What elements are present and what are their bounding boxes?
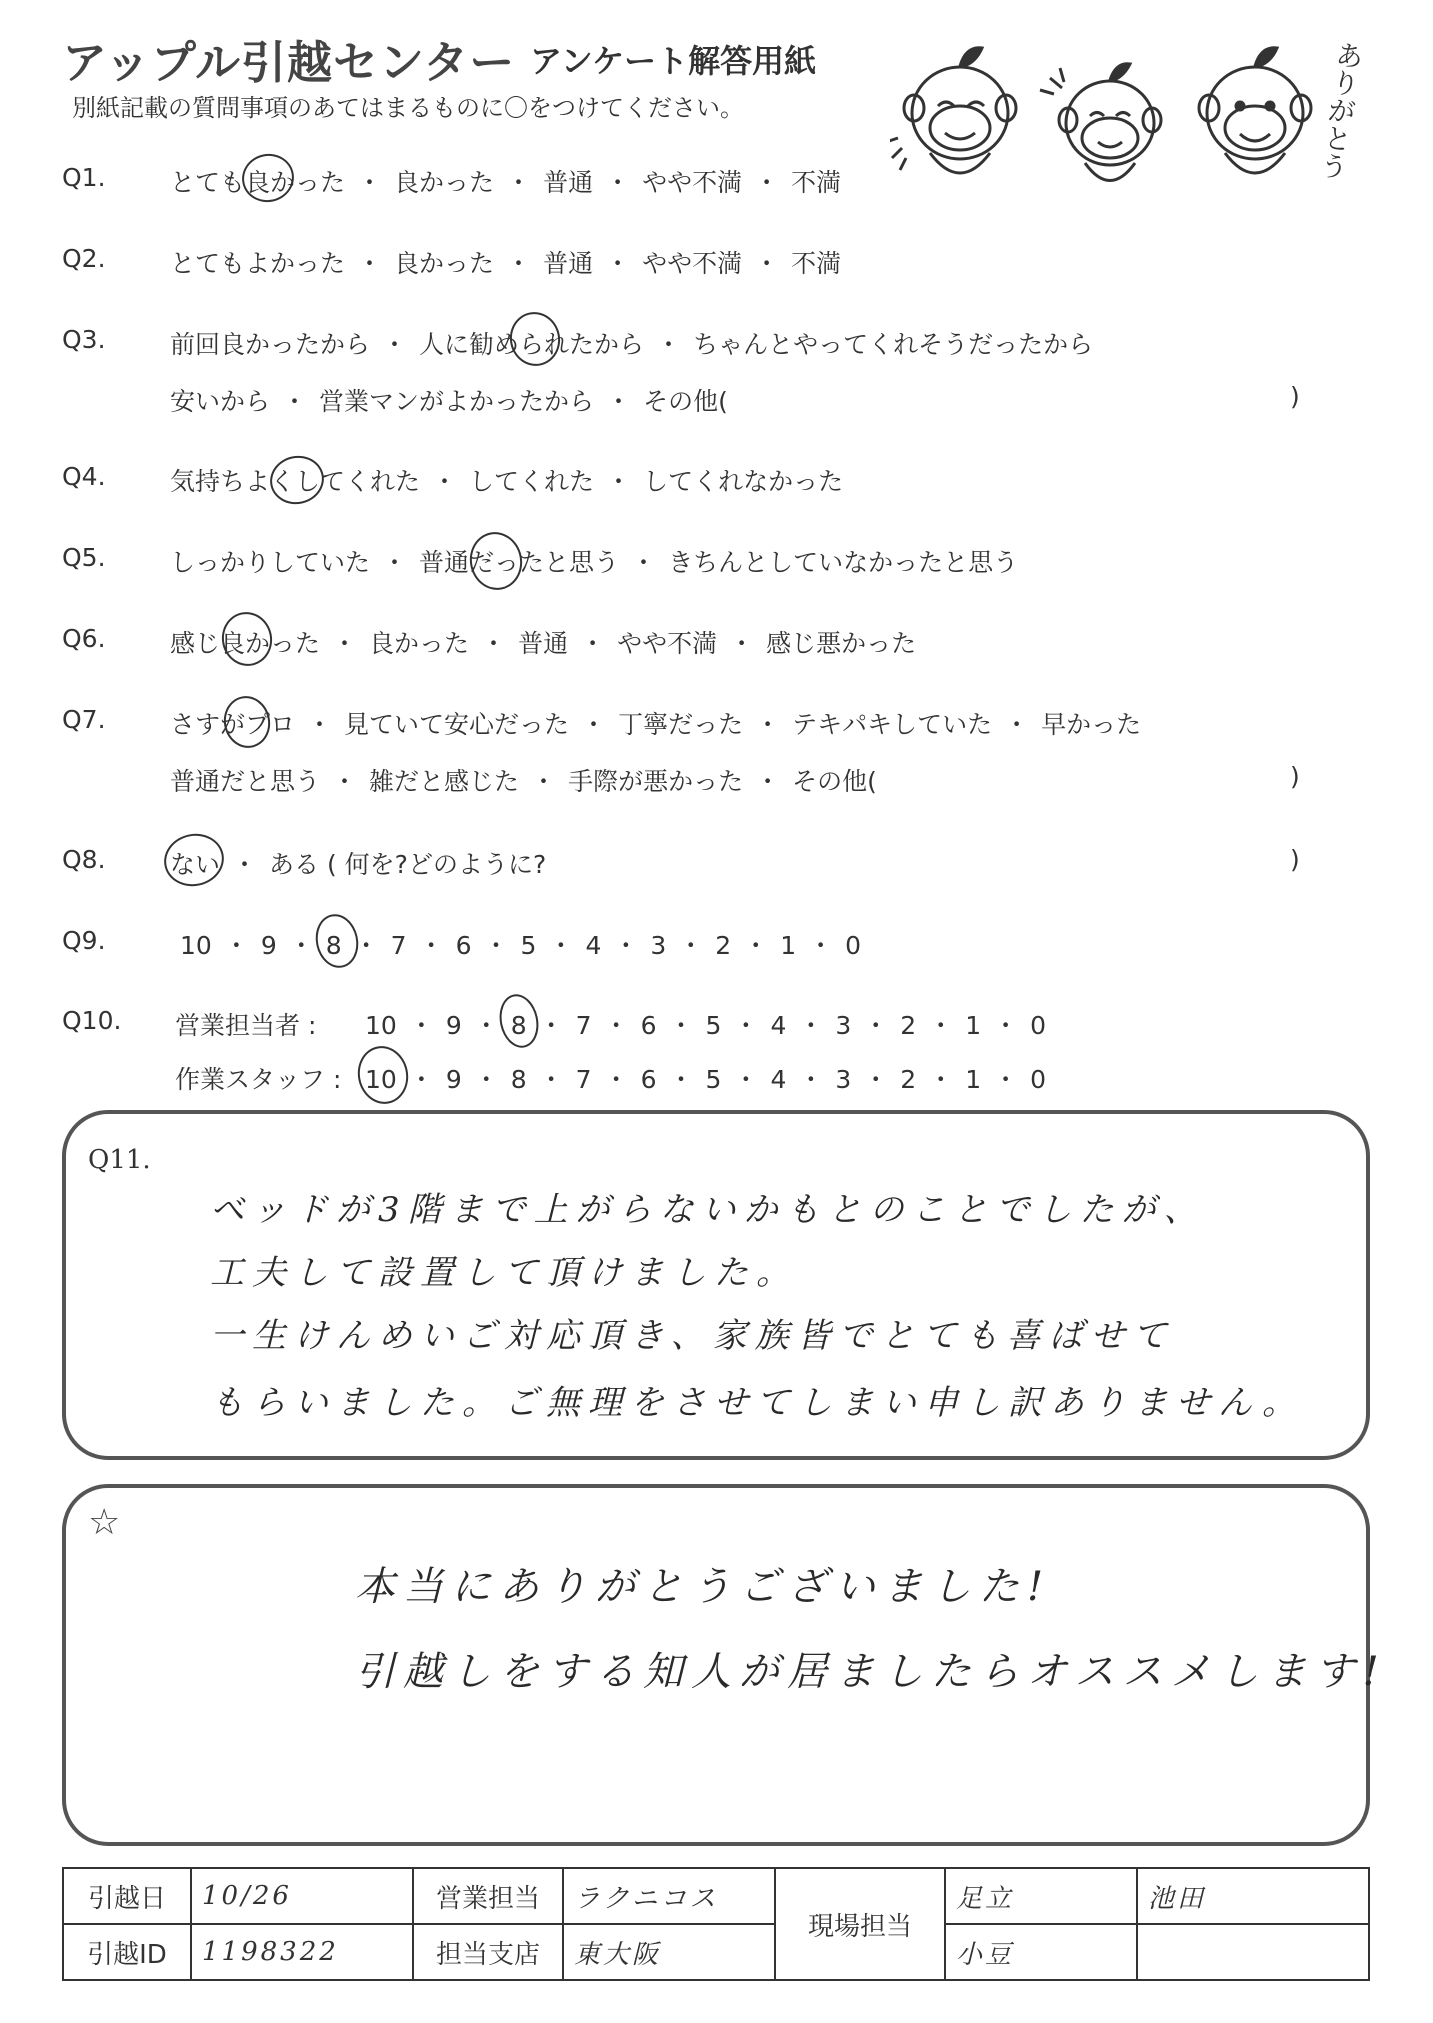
moving-date-value: 10/26	[191, 1868, 413, 1924]
q7-option[interactable]: その他(	[792, 767, 877, 796]
q10-staff-option[interactable]: 8	[510, 1065, 527, 1094]
q10-sales-option[interactable]: 8	[510, 1011, 527, 1040]
empty-cell	[1137, 1924, 1369, 1980]
q2-option[interactable]: 不満	[791, 249, 842, 278]
form-subtitle: アンケート解答用紙	[530, 42, 817, 80]
q3-selection-circle	[505, 307, 565, 370]
q1-option[interactable]: やや不満	[642, 168, 743, 197]
branch-value: 東大阪	[563, 1924, 775, 1980]
q4-option[interactable]: してくれた	[469, 467, 595, 496]
q10-staff-option[interactable]: 6	[640, 1065, 657, 1094]
q9-scale: 10 ・ 9 ・ 8 ・ 7 ・ 6 ・ 5 ・ 4 ・ 3 ・ 2 ・ 1 ・ 0	[180, 931, 862, 960]
moving-date-label: 引越日	[63, 1868, 191, 1924]
q4-number: Q4.	[62, 462, 106, 491]
q10-sales-option[interactable]: 2	[900, 1011, 917, 1040]
q3-option[interactable]: 営業マンがよかったから	[319, 387, 595, 416]
q7-selection-circle	[219, 692, 275, 752]
q6-option[interactable]: 感じ悪かった	[766, 629, 917, 658]
q7-options-line1: さすがプロ ・ 見ていて安心だった ・ 丁寧だった ・ テキパキしていた ・ 早かった	[170, 710, 1142, 739]
sales-label: 営業担当	[413, 1868, 563, 1924]
q10-staff-option[interactable]: 4	[770, 1065, 787, 1094]
q5-number: Q5.	[62, 543, 106, 572]
q11-comment-line: もらいました。ご無理をさせてしまい申し訳ありません。	[210, 1383, 1305, 1423]
q10-sales-option[interactable]: 10	[365, 1011, 397, 1040]
q1-option[interactable]: 不満	[791, 168, 842, 197]
q9-option[interactable]: 7	[390, 931, 407, 960]
q7-options-line2: 普通だと思う ・ 雑だと感じた ・ 手際が悪かった ・ その他(	[170, 767, 877, 796]
q9-option[interactable]: 2	[715, 931, 732, 960]
q6-option[interactable]: 感じ良かった	[170, 629, 321, 658]
q10-staff-option[interactable]: 2	[900, 1065, 917, 1094]
q10-sales-option[interactable]: 0	[1030, 1011, 1047, 1040]
q9-option[interactable]: 10	[180, 931, 212, 960]
q3-option[interactable]: 人に勧められたから	[419, 330, 645, 359]
q6-option[interactable]: やや不満	[617, 629, 718, 658]
sales-value: ラクニコス	[563, 1868, 775, 1924]
q10-sales-option[interactable]: 7	[575, 1011, 592, 1040]
q7-option[interactable]: さすがプロ	[170, 710, 296, 739]
q7-option[interactable]: 普通だと思う	[170, 767, 321, 796]
q1-options: とても良かった ・ 良かった ・ 普通 ・ やや不満 ・ 不満	[170, 168, 842, 197]
q8-selection-circle	[159, 828, 229, 891]
q8-number: Q8.	[62, 845, 106, 874]
q8-options: ない ・ ある ( 何を?どのように?	[170, 850, 547, 879]
q2-option[interactable]: とてもよかった	[170, 249, 346, 278]
q1-option[interactable]: 良かった	[394, 168, 495, 197]
q8-option[interactable]: ない	[170, 850, 221, 879]
q4-option[interactable]: 気持ちよくしてくれた	[170, 467, 421, 496]
q6-option[interactable]: 普通	[518, 629, 569, 658]
company-title: アップル引越センター	[62, 36, 516, 89]
q6-option[interactable]: 良かった	[369, 629, 470, 658]
q6-options: 感じ良かった ・ 良かった ・ 普通 ・ やや不満 ・ 感じ悪かった	[170, 629, 917, 658]
q10-staff-option[interactable]: 0	[1030, 1065, 1047, 1094]
q10-staff-option[interactable]: 7	[575, 1065, 592, 1094]
q3-number: Q3.	[62, 325, 106, 354]
site-staff-2: 池田	[1137, 1868, 1369, 1924]
q10-sales-option[interactable]: 9	[445, 1011, 462, 1040]
q11-comment-line: 工夫して設置して頂けました。	[210, 1253, 798, 1293]
q9-option[interactable]: 6	[455, 931, 472, 960]
branch-label: 担当支店	[413, 1924, 563, 1980]
q9-option[interactable]: 9	[260, 931, 277, 960]
q1-number: Q1.	[62, 163, 106, 192]
q2-option[interactable]: 普通	[543, 249, 594, 278]
q10-number: Q10.	[62, 1006, 122, 1035]
q7-option[interactable]: テキパキしていた	[792, 710, 993, 739]
q7-option[interactable]: 手際が悪かった	[568, 767, 744, 796]
q7-option[interactable]: 雑だと感じた	[369, 767, 520, 796]
q6-selection-circle	[217, 607, 277, 670]
q9-number: Q9.	[62, 926, 106, 955]
q3-options-line2: 安いから ・ 営業マンがよかったから ・ その他(	[170, 387, 728, 416]
q3-options-line1: 前回良かったから ・ 人に勧められたから ・ ちゃんとやってくれそうだったから	[170, 330, 1094, 359]
site-staff-3: 小豆	[945, 1924, 1137, 1980]
instruction-text: 別紙記載の質問事項のあてはまるものに〇をつけてください。	[72, 94, 744, 122]
q4-option[interactable]: してくれなかった	[643, 467, 844, 496]
q10-sales-option[interactable]: 1	[965, 1011, 982, 1040]
q6-number: Q6.	[62, 624, 106, 653]
q2-option[interactable]: 良かった	[394, 249, 495, 278]
moving-id-value: 1198322	[191, 1924, 413, 1980]
star-icon: ☆	[88, 1502, 121, 1543]
q9-option[interactable]: 4	[585, 931, 602, 960]
q3-close-paren: )	[1290, 382, 1300, 411]
q8-close-paren: )	[1290, 845, 1300, 874]
q2-options: とてもよかった ・ 良かった ・ 普通 ・ やや不満 ・ 不満	[170, 249, 842, 278]
q11-comment-line: ベッドが3階まで上がらないかもとのことでしたが、	[210, 1190, 1206, 1230]
q11-comment-line: 一生けんめいご対応頂き、家族皆でとても喜ばせて	[210, 1316, 1175, 1356]
q3-option[interactable]: 前回良かったから	[170, 330, 371, 359]
q5-option[interactable]: きちんとしていなかったと思う	[668, 548, 1019, 577]
footer-info-table	[62, 1867, 1370, 1981]
q5-option[interactable]: しっかりしていた	[170, 548, 371, 577]
q10-sales-option[interactable]: 3	[835, 1011, 852, 1040]
q4-selection-circle	[266, 451, 329, 509]
q5-options: しっかりしていた ・ 普通だったと思う ・ きちんとしていなかったと思う	[170, 548, 1019, 577]
message-line: 本当にありがとうございました!	[355, 1564, 1052, 1610]
q9-option[interactable]: 5	[520, 931, 537, 960]
q10-staff-option[interactable]: 1	[965, 1065, 982, 1094]
q10-staff-scale: 10 ・ 9 ・ 8 ・ 7 ・ 6 ・ 5 ・ 4 ・ 3 ・ 2 ・ 1 ・ 0	[365, 1065, 1047, 1094]
q10-staff-option[interactable]: 3	[835, 1065, 852, 1094]
q10-staff-option[interactable]: 5	[705, 1065, 722, 1094]
site-staff-1: 足立	[945, 1868, 1137, 1924]
q2-option[interactable]: やや不満	[642, 249, 743, 278]
q10-staff-selection-circle	[353, 1041, 414, 1108]
q5-selection-circle	[465, 527, 528, 595]
q10-sales-label: 営業担当者 :	[175, 1011, 317, 1040]
q1-option[interactable]: とても良かった	[170, 168, 346, 197]
mascot-illustration	[890, 28, 1350, 208]
q7-option[interactable]: 丁寧だった	[618, 710, 744, 739]
site-staff-label: 現場担当	[775, 1868, 945, 1980]
q10-sales-option[interactable]: 5	[705, 1011, 722, 1040]
q10-sales-selection-circle	[495, 991, 543, 1052]
q10-sales-option[interactable]: 6	[640, 1011, 657, 1040]
q10-sales-scale: 10 ・ 9 ・ 8 ・ 7 ・ 6 ・ 5 ・ 4 ・ 3 ・ 2 ・ 1 ・ 0	[365, 1011, 1047, 1040]
q5-option[interactable]: 普通だったと思う	[419, 548, 620, 577]
q10-sales-option[interactable]: 4	[770, 1011, 787, 1040]
q8-option[interactable]: ある ( 何を?どのように?	[269, 850, 547, 879]
q7-number: Q7.	[62, 705, 106, 734]
q4-options: 気持ちよくしてくれた ・ してくれた ・ してくれなかった	[170, 467, 844, 496]
q1-option[interactable]: 普通	[543, 168, 594, 197]
q10-staff-option[interactable]: 10	[365, 1065, 397, 1094]
q11-label: Q11.	[88, 1145, 151, 1175]
q3-option[interactable]: ちゃんとやってくれそうだったから	[693, 330, 1094, 359]
q7-option[interactable]: 早かった	[1041, 710, 1142, 739]
q10-staff-option[interactable]: 9	[445, 1065, 462, 1094]
q7-option[interactable]: 見ていて安心だった	[344, 710, 570, 739]
q3-option[interactable]: 安いから	[170, 387, 271, 416]
q9-option[interactable]: 0	[845, 931, 862, 960]
q9-option[interactable]: 3	[650, 931, 667, 960]
thanks-vertical-text: ありがとう	[1314, 38, 1367, 182]
moving-id-label: 引越ID	[63, 1924, 191, 1980]
q9-option[interactable]: 1	[780, 931, 797, 960]
q9-selection-circle	[311, 910, 363, 972]
q9-option[interactable]: 8	[325, 931, 342, 960]
q3-option[interactable]: その他(	[643, 387, 728, 416]
message-line: 引越しをする知人が居ましたらオススメします!	[355, 1649, 1387, 1695]
q7-close-paren: )	[1290, 762, 1300, 791]
q2-number: Q2.	[62, 244, 106, 273]
q10-staff-label: 作業スタッフ :	[175, 1065, 342, 1094]
